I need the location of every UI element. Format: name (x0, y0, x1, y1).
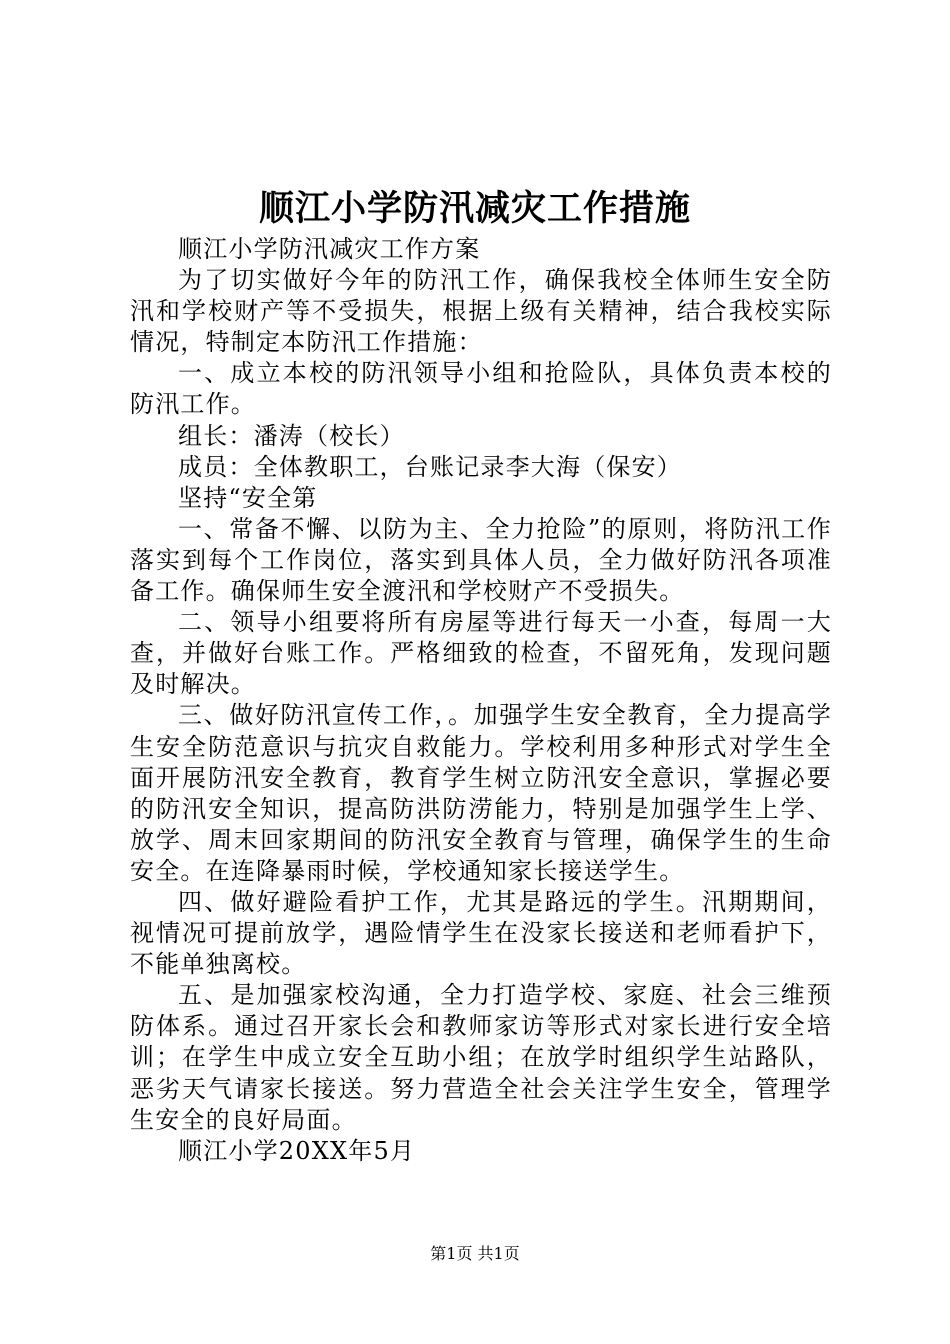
paragraph-leader: 组长：潘涛（校长） (178, 421, 405, 450)
paragraph-signature: 顺江小学20XX年5月 (178, 1136, 416, 1165)
paragraph-item-3: 三、做好防汛宣传工作，。加强学生安全教育，全力提高学生安全防范意识与抗灾自救能力。学校利用多种形式对学生全面开展防汛安全教育，教育学生树立防汛安全意识，掌握必要的防汛安全知识，提高防洪防涝能力，特别是加强学生上学、放学、周末回家期间的防汛安全教育与管理，确保学生的生命安全。在连降暴雨时候，学校通知家长接送学生。 (130, 701, 832, 885)
document-body (130, 234, 832, 1167)
paragraph-principle-start: 坚持“安全第 (178, 483, 318, 512)
document-title: 顺江小学防汛减灾工作措施 (258, 188, 691, 229)
paragraph-item-1: 一、成立本校的防汛领导小组和抢险队，具体负责本校的防汛工作。 (130, 359, 832, 419)
paragraph-item-2: 二、领导小组要将所有房屋等进行每天一小查，每周一大查，并做好台账工作。严格细致的检查，不留死角，发现问题及时解决。 (130, 608, 832, 699)
paragraph-principle: 一、常备不懈、以防为主、全力抢险”的原则，将防汛工作落实到每个工作岗位，落实到具体人员，全力做好防汛各项准备工作。确保师生安全渡汛和学校财产不受损失。 (130, 514, 832, 606)
paragraph-members: 成员：全体教职工，台账记录李大海（保安） (178, 452, 682, 481)
paragraph-intro: 为了切实做好今年的防汛工作，确保我校全体师生安全防汛和学校财产等不受损失，根据上级有关精神，结合我校实际情况，特制定本防汛工作措施： (130, 266, 832, 357)
paragraph-item-4: 四、做好避险看护工作，尤其是路远的学生。汛期期间，视情况可提前放学，遇险情学生在没家长接送和老师看护下，不能单独离校。 (130, 887, 832, 979)
paragraph-item-5: 五、是加强家校沟通，全力打造学校、家庭、社会三维预防体系。通过召开家长会和教师家访等形式对家长进行安全培训；在学生中成立安全互助小组；在放学时组织学生站路队，恶劣天气请家长接送。努力营造全社会关注学生安全，管理学生安全的良好局面。 (130, 981, 832, 1134)
paragraph-subtitle: 顺江小学防汛减灾工作方案 (178, 235, 481, 263)
page-footer: 第1页 共1页 (430, 1244, 520, 1263)
